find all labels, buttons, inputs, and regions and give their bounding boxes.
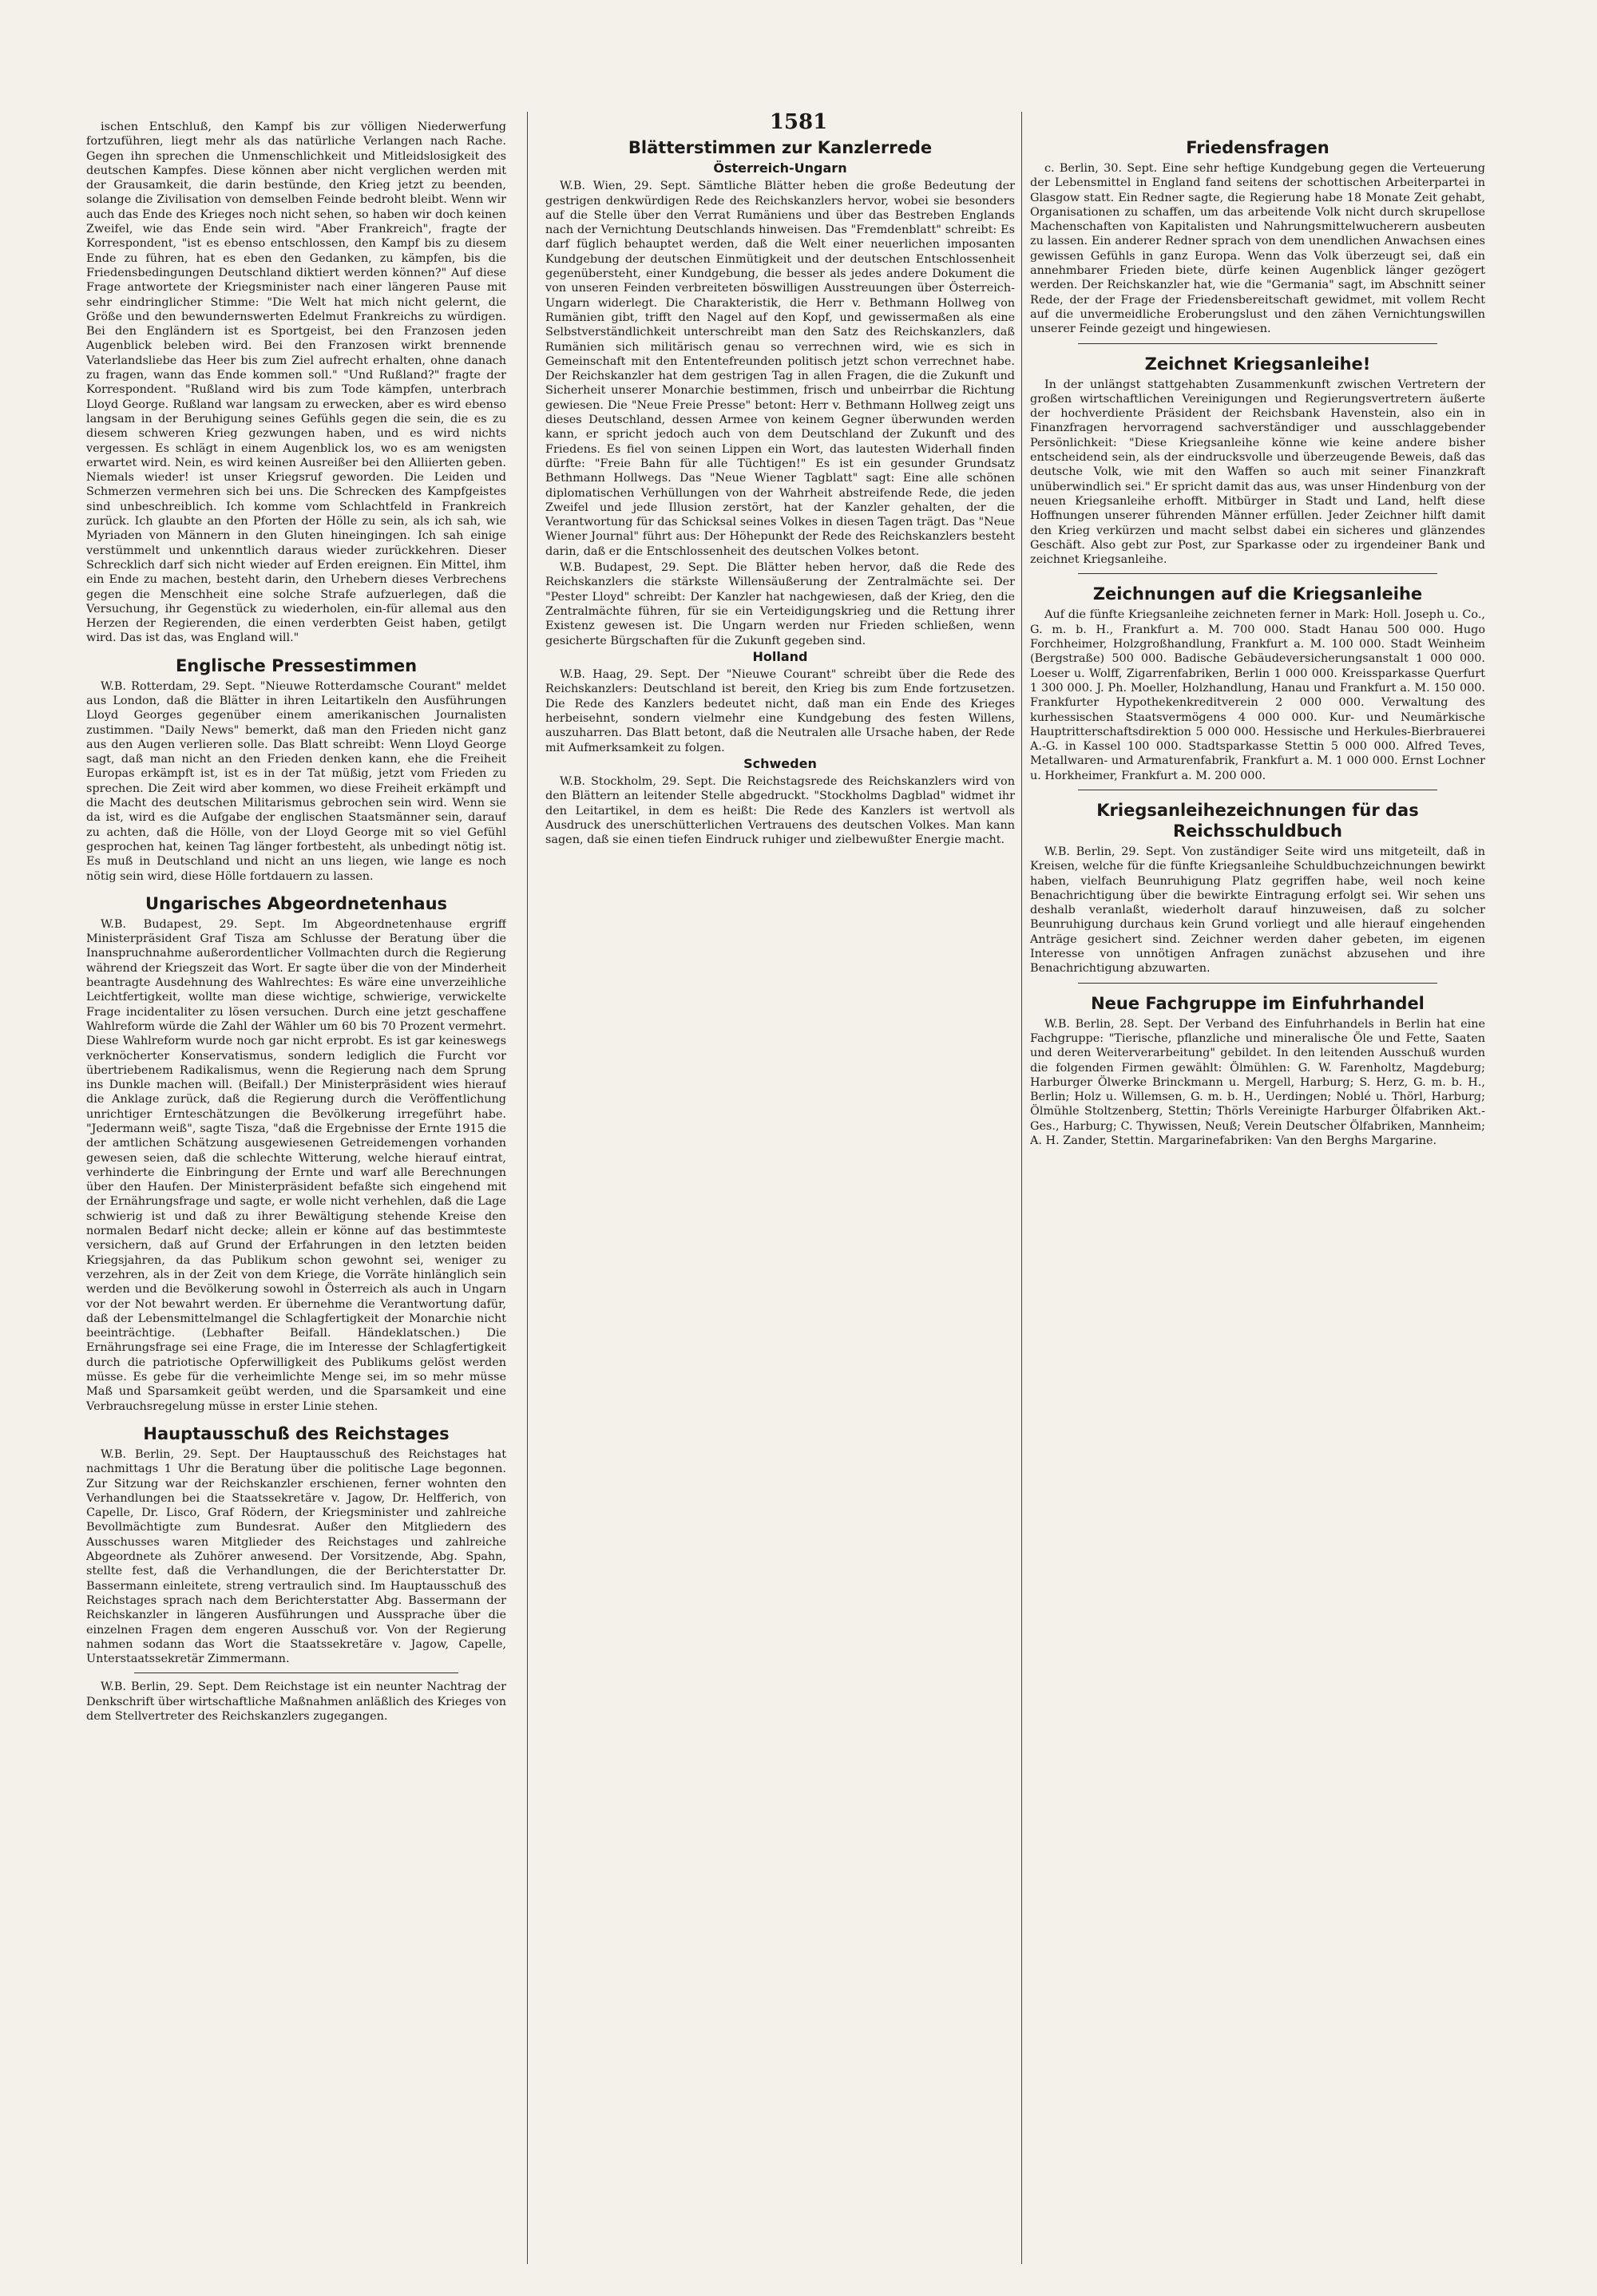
headline: Kriegsanleihezeichnungen für das Reichsschuldbuch bbox=[1096, 800, 1419, 841]
article-text: W.B. Berlin, 29. Sept. Dem Reichstage ist ein neunter Nachtrag der Denkschrift über wirtschaftliche Maßnahmen anläßlich des Krieges von dem Stellvertreter des Reichskanzlers zugegangen. bbox=[86, 1680, 506, 1723]
headline: Neue Fachgruppe im Einfuhrhandel bbox=[1091, 993, 1425, 1013]
article-text: ischen Entschluß, den Kampf bis zur völligen Niederwerfung fortzuführen, liegt mehr als das natürliche Verlangen nach Rache. Gegen ihn sprechen die Unmenschlichkeit und Mitleidslosigkeit des deutschen Kampfes. Diese können aber nicht verglichen werden mit der Grausamkeit, die darin bestünde, den Krieg jetzt zu beenden, solange die Zivilisation von demselben Feinde bedroht bleibt. Wenn wir auch das Ende des Krieges noch nicht sehen, so haben wir doch keinen Zweifel, wie das Ende sein wird. "Aber Frankreich", fragte der Korrespondent, "ist es ebenso entschlossen, den Kampf bis zu diesem Ende zu führen, hat es eben den Gedanken, zu kämpfen, bis die Friedensbedingungen Deutschland diktiert werden können?" Auf diese Frage antwortete der Kriegsminister nach einer längeren Pause mit sehr eindringlicher Stimme: "Die Welt hat mich nicht gelernt, die Größe und den bewundernswerten Edelmut Frankreichs zu würdigen. Bei den Engländern ist es Sportgeist, bei den Franzosen jeden Augenblick beleben wird. Bei den Franzosen wirkt brennende Vaterlandsliebe das Heer bis zum Ziel aufrecht erhalten, ohne danach zu fragen, wann das Ende kommen soll." "Und Rußland?" fragte der Korrespondent. "Rußland wird bis zum Tode kämpfen, unterbrach Lloyd George. Rußland war langsam zu erwecken, aber es wird ebenso langsam in der Beruhigung seines Gefühls gegen die sein, die es zu diesem schweren Krieg gezwungen haben, und es wird nichts vergessen. Es schlägt in einem Augenblick los, wo es am wenigsten erwartet wird. Nein, es wird keinen Ausreißer bei den Alliierten geben. Niemals wieder! ist unser Kriegsruf geworden. Die Leiden und Schmerzen vermehren sich bei uns. Die Schrecken des Kampfgeistes sind unbeschreiblich. Ich komme vom Schlachtfeld in Frankreich zurück. Ich glaubte an den Pforten der Hölle zu sein, als ich sah, wie Myriaden von Männern in den Gluten hineingingen. Ich sah einige verstümmelt und unkenntlich daraus wieder zurückkehren. Dieser Schrecklich darf sich nicht wieder auf Erden ereignen. Ein Mittel, ihm ein Ende zu machen, besteht darin, den Urhebern dieses Verbrechens gegen die Menschheit eine solche Strafe aufzuerlegen, daß die Versuchung, ihr Gegenstück zu wiederholen, ein-für allemal aus den Herzen der Regierenden, die einen verderbten Geist haben, getilgt wird. Das ist das, was England will." bbox=[86, 121, 506, 645]
headline: Zeichnet Kriegsanleihe! bbox=[1144, 354, 1371, 374]
page-number: 1581 bbox=[769, 110, 828, 134]
article-text: c. Berlin, 30. Sept. Eine sehr heftige Kundgebung gegen die Verteuerung der Lebensmittel in England fand seitens der schottischen Arbeiterpartei in Glasgow statt. Ein Redner sagte, die Regierung habe 18 Monate Zeit gehabt, Organisationen zu schaffen, um das arbeitende Volk nicht durch skrupellose Machenschaften von Kapitalisten und Nahrungsmittelwucherern ausbeuten zu lassen. Ein anderer Redner sprach von dem unendlichen Anwachsen eines gewissen Gefühls in ganz Europa. Wenn das Volk überzeugt sei, daß ein annehmbarer Frieden biete, dürfe keinen Augenblick länger gezögert werden. Der Reichskanzler hat, wie die "Germania" sagt, im Abschnitt seiner Rede, der der Frage der Friedensbereitschaft gewidmet, mit vollem Recht auf die unvermeidliche Eroberungslust und den zähen Vernichtungswillen unserer Feinde gezeigt und hingewiesen. bbox=[1030, 162, 1485, 336]
article-text: W.B. Berlin, 28. Sept. Der Verband des Einfuhrhandels in Berlin hat eine Fachgruppe: "Tierische, pflanzliche und mineralische Öle und Fette, Saaten und deren Weiterverarbeitung" gebildet. In den leitenden Ausschuß wurden die folgenden Firmen gewählt: Ölmühlen: G. W. Farenholtz, Magdeburg; Harburger Ölwerke Brinckmann u. Mergell, Harburg; S. Herz, G. m. b. H., Berlin; Holz u. Willemsen, G. m. b. H., Uerdingen; Noblé u. Thörl, Harburg; Ölmühle Stoltzenberg, Stettin; Thörls Vereinigte Harburger Ölfabriken Akt.-Ges., Harburg; C. Thywissen, Neuß; Verein Deutscher Ölfabriken, Mannheim; A. H. Zander, Stettin. Margarinefabriken: Van den Berghs Margarine. bbox=[1030, 1017, 1485, 1148]
headline: Friedensfragen bbox=[1186, 138, 1330, 157]
headline: Ungarisches Abgeordnetenhaus bbox=[145, 893, 448, 913]
separator bbox=[1078, 343, 1437, 344]
subheadline: Holland bbox=[752, 648, 808, 664]
article-text: W.B. Berlin, 29. Sept. Von zuständiger Seite wird uns mitgeteilt, daß in Kreisen, welche für die fünfte Kriegsanleihe Schuldbuchzeichnungen bewirkt haben, vielfach Beunruhigung Platz gegriffen habe, weil noch keine Benachrichtigung über die bewirkte Eintragung erfolgt sei. Wir sehen uns deshalb veranlaßt, wiederholt darauf hinzuweisen, daß zu solcher Beunruhigung durchaus kein Grund vorliegt und alle hierauf eingehenden Anträge gesichert sind. Zeichner werden daher gebeten, im eigenen Interesse von unnötigen Anfragen zunächst abzusehen und ihre Benachrichtigung abzuwarten. bbox=[1030, 845, 1485, 976]
article-text: Auf die fünfte Kriegsanleihe zeichneten ferner in Mark: Holl. Joseph u. Co., G. m. b. H., Frankfurt a. M. 700 000. Stadt Hanau 500 000. Hugo Forchheimer, Holzgroßhandlung, Frankfurt a. M. 100 000. Stadt Weinheim (Bergstraße) 500 000. Badische Gebäudeversicherungsanstalt 1 000 000. Loeser u. Wolff, Zigarrenfabriken, Berlin 1 000 000. Kreissparkasse Querfurt 1 300 000. J. Ph. Moeller, Holzhandlung, Hanau und Frankfurt a. M. 150 000. Frankfurter Hypothekenkreditverein 2 000 000. Verwaltung des kurhessischen Staatsvermögens 4 000 000. Kur- und Neumärkische Hauptritterschaftsdirektion 5 000 000. Hessische und Herkules-Bierbrauerei A.-G. in Kassel 100 000. Stadtsparkasse Stettin 5 000 000. Alfred Teves, Metallwaren- und Armaturenfabrik, Frankfurt a. M. 1 000 000. Ernst Lochner u. Horkheimer, Frankfurt a. M. 200 000. bbox=[1030, 608, 1485, 782]
separator bbox=[1078, 983, 1437, 984]
subheadline: Österreich-Ungarn bbox=[713, 160, 847, 176]
headline: Zeichnungen auf die Kriegsanleihe bbox=[1092, 584, 1423, 604]
column-rule bbox=[527, 112, 528, 2264]
separator bbox=[1078, 573, 1437, 574]
article-text: W.B. Budapest, 29. Sept. Im Abgeordnetenhause ergriff Ministerpräsident Graf Tisza am Schlusse der Beratung über die Inanspruchnahme außerordentlicher Vollmachten durch die Regierung während der Kriegszeit das Wort. Er sagte über die von der Minderheit beantragte Ausdehnung des Wahlrechtes: Es wäre eine unverzeihliche Leichtfertigkeit, wollte man diese wichtige, schwierige, verwickelte Frage incidentaliter zu lösen versuchen. Durch eine jetzt geschaffene Wahlreform würde die Zahl der Wähler um 60 bis 70 Prozent vermehrt. Diese Wahlreform wurde noch gar nicht erprobt. Es ist gar keineswegs verknöcherter Konservatismus, sondern lediglich die Furcht vor übertriebenem Radikalismus, wenn die Regierung nach dem Sprung ins Dunkle machen will. (Beifall.) Der Ministerpräsident wies hierauf die Anklage zurück, daß die Regierung durch die Veröffentlichung unrichtiger Ernteschätzungen die Bevölkerung irregeführt habe. "Jedermann weiß", sagte Tisza, "daß die Ergebnisse der Ernte 1915 die der amtlichen Schätzung ausgewiesenen Getreidemengen vorhanden gewesen seien, daß die schlechte Witterung, welche hierauf eintrat, verhinderte die Einbringung der Ernte und warf alle Berechnungen über den Haufen. Der Ministerpräsident befaßte sich eingehend mit der Ernährungsfrage und sagte, er wolle nicht verhehlen, daß die Lage schwierig ist und daß zu ihrer Bewältigung stehende Kreise den normalen Bedarf nicht decke; allein er könne auf das bestimmteste versichern, daß auf Grund der Erfahrungen in den letzten beiden Kriegsjahren, da das Publikum schon gewohnt sei, weniger zu verzehren, als in der Zeit von dem Kriege, die Vorräte hinlänglich sein werden und die Bevölkerung sowohl in Österreich als auch in Ungarn vor der Not bewahrt werden. Er übernehme die Verantwortung dafür, daß der Lebensmittelmangel die Schlagfertigkeit der Monarchie nicht beeinträchtige. (Lebhafter Beifall. Händeklatschen.) Die Ernährungsfrage sei eine Frage, die im Interesse der Schlagfertigkeit durch die patriotische Opferwilligkeit des Publikums gelöst werden müsse. Es gebe für die verheimlichte Menge sei, im so mehr müsse Maß und Sparsamkeit geübt werden, und die Sparsamkeit und eine Verbrauchsregelung müsse in erster Linie stehen. bbox=[86, 917, 506, 1413]
column-rule bbox=[1021, 112, 1022, 2264]
article-text: W.B. Berlin, 29. Sept. Der Hauptausschuß des Reichstages hat nachmittags 1 Uhr die Beratung über die politische Lage begonnen. Zur Sitzung war der Reichskanzler erschienen, ferner wohnten den Verhandlungen bei die Staatssekretäre v. Jagow, Dr. Helfferich, von Capelle, Dr. Lisco, Graf Rödern, der Kriegsminister und zahlreiche Bevollmächtigte zum Bundesrat. Außer den Mitgliedern des Ausschusses waren Mitglieder des Reichstages und zahlreiche Abgeordnete als Zuhörer anwesend. Der Vorsitzende, Abg. Spahn, stellte fest, daß die Verhandlungen, die der Berichterstatter Dr. Bassermann einleitete, streng vertraulich sind. Im Hauptausschuß des Reichstages sprach nach dem Berichterstatter Abg. Bassermann der Reichskanzler in längeren Ausführungen und Aussprache über die einzelnen Fragen dem engeren Ausschuß vor. Von der Regierung nahmen sodann das Wort die Staatssekretäre v. Jagow, Capelle, Unterstaatssekretär Zimmermann. bbox=[86, 1447, 506, 1666]
column-middle bbox=[545, 128, 1015, 2264]
article-text: In der unlängst stattgehabten Zusammenkunft zwischen Vertretern der großen wirtschaftlichen Vereinigungen und Regierungsvertretern äußerte der hochverdiente Präsident der Reichsbank Havenstein, also ein in Finanzfragen hervorragend sachverständiger und ausschlaggebender Persönlichkeit: "Diese Kriegsanleihe könne wie keine andere bisher entscheidend sein, als der eindrucksvolle und überzeugende Beweis, daß das deutsche Volk, wie mit den Waffen so auch mit seiner Finanzkraft unüberwindlich sei." Er spricht damit das aus, was unser Hindenburg von der neuen Kriegsanleihe erhofft. Mitbürger in Stadt und Land, helft diese Hoffnungen unserer führenden Männer erfüllen. Jeder Zeichner hilft damit den Krieg verkürzen und macht selbst dabei ein sicheres und glänzendes Geschäft. Also gebt zur Post, zur Sparkasse oder zu irgendeiner Bank und zeichnet Kriegsanleihe. bbox=[1030, 378, 1485, 567]
article-text: W.B. Wien, 29. Sept. Sämtliche Blätter heben die große Bedeutung der gestrigen denkwürdigen Rede des Reichskanzlers hervor, wobei sie besonders auf die Stelle über den Verrat Rumäniens und über das Bestreben Englands nach der Vernichtung Deutschlands hinweisen. Das "Fremdenblatt" schreibt: Es darf füglich behauptet werden, daß die Welt einer neuerlichen imposanten Kundgebung der deutschen Einmütigkeit und der deutschen Entschlossenheit gegenübersteht, einer Kundgebung, die besser als jedes andere Dokument die von unseren Feinden verbreiteten böswilligen Ausstreuungen über Österreich-Ungarn widerlegt. Die Charakteristik, die Herr v. Bethmann Hollweg von Rumänien gibt, trifft den Nagel auf den Kopf, und gewissermaßen als eine Selbstverständlichkeit unterschreibt man den Satz des Reichskanzlers, daß Rumänien sich militärisch genau so verrechnen wird, wie es sich in Gemeinschaft mit den Ententefreunden politisch jetzt schon verrechnet habe. Der Reichskanzler hat dem gestrigen Tag in allen Fragen, die die Zukunft und Sicherheit unserer Monarchie bestimmen, frisch und unbeirrbar die Richtung gewiesen. Die "Neue Freie Presse" betont: Herr v. Bethmann Hollweg zeigt uns dieses Deutschland, dessen Armee von keinem Gegner überwunden werden kann, er spricht jedoch auch von dem Deutschland der Zukunft und des Friedens. Es fiel von seinen Lippen ein Wort, das lautesten Widerhall finden dürfte: "Freie Bahn für alle Tüchtigen!" Es ist ein gesunder Grundsatz Bethmann Hollwegs. Das "Neue Wiener Tagblatt" sagt: Eine alle schönen diplomatischen Verhüllungen von der Wahrheit abstreifende Rede, die jeden Zweifel und jede Illusion zerstört, hat der Kanzler gehalten, der die Verantwortung für das Schicksal seines Volkes in diesen Tagen trägt. Das "Neue Wiener Journal" führt aus: Der Höhepunkt der Rede des Reichskanzlers besteht darin, daß er die Entschlossenheit des deutschen Volkes betont. bbox=[545, 180, 1015, 558]
headline: Englische Pressestimmen bbox=[175, 655, 418, 675]
column-right bbox=[1030, 128, 1485, 2264]
subheadline: Schweden bbox=[743, 755, 817, 771]
article-text: W.B. Haag, 29. Sept. Der "Nieuwe Courant" schreibt über die Rede des Reichskanzlers: Deutschland ist bereit, den Krieg bis zum Ende fortzusetzen. Die Rede des Kanzlers bedeutet nicht, daß man ein Ende des Krieges herbeisehnt, sondern vielmehr eine Kundgebung des festen Willens, auszuharren. Das Blatt betont, daß die Neutralen alle Ursache haben, der Rede mit Aufmerksamkeit zu folgen. bbox=[545, 668, 1015, 754]
headline: Hauptausschuß des Reichstages bbox=[143, 1423, 450, 1443]
column-left bbox=[86, 120, 506, 2264]
article-text: W.B. Budapest, 29. Sept. Die Blätter heben hervor, daß die Rede des Reichskanzlers die stärkste Willensäußerung der Zentralmächte sei. Der "Pester Lloyd" schreibt: Der Kanzler hat nachgewiesen, daß der Krieg, den die Zentralmächte führen, für sie ein Verteidigungskrieg und die Rettung ihrer Existenz gewesen ist. Die Ungarn werden nur Frieden schließen, wenn gesicherte Bürgschaften für die Zukunft gegeben sind. bbox=[545, 561, 1015, 647]
article-text: W.B. Rotterdam, 29. Sept. "Nieuwe Rotterdamsche Courant" meldet aus London, daß die Blätter in ihren Leitartikeln den Ausführungen Lloyd Georges gegenüber einem amerikanischen Journalisten zustimmen. "Daily News" bemerkt, daß man den Frieden nicht ganz aus den Augen verlieren solle. Das Blatt schreibt: Wenn Lloyd George sagt, daß man nicht an den Frieden denken kann, ehe die Freiheit Europas erkämpft ist, ist es in der Tat müßig, jetzt vom Frieden zu sprechen. Die Zeit wird aber kommen, wo diese Freiheit erkämpft und die Macht des deutschen Militarismus gebrochen sein wird. Wenn sie da ist, wird es die Aufgabe der englischen Staatsmänner sein, darauf zu achten, daß die Hölle, von der Lloyd George mit so viel Gefühl gesprochen hat, keinen Tag länger fortbesteht, als unbedingt nötig ist. Es muß in Deutschland und nicht an uns liegen, wie lange es noch nötig sein wird, diese Hölle fortdauern zu lassen. bbox=[86, 679, 506, 883]
article-text: W.B. Stockholm, 29. Sept. Die Reichstagsrede des Reichskanzlers wird von den Blättern an leitender Stelle abgedruckt. "Stockholms Dagblad" widmet ihr den Leitartikel, in dem es heißt: Die Rede des Kanzlers ist wertvoll als Ausdruck des unerschütterlichen Vertrauens des deutschen Volkes. Man kann sagen, daß sie einen tiefen Eindruck ruhiger und zielbewußter Energie macht. bbox=[545, 775, 1015, 847]
headline: Blätterstimmen zur Kanzlerrede bbox=[628, 138, 933, 157]
